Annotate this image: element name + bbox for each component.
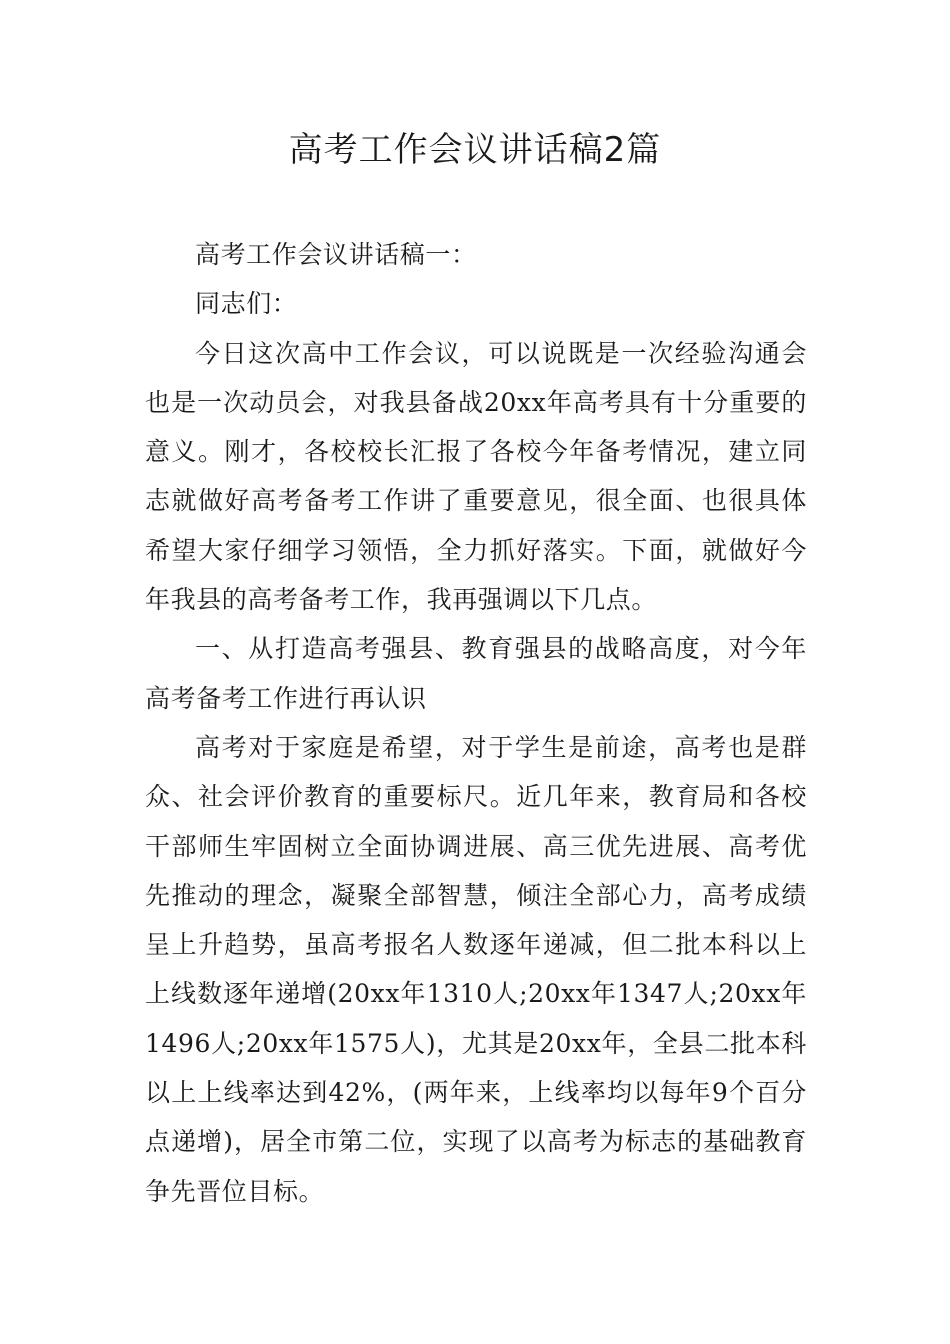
document-title: 高考工作会议讲话稿2篇	[288, 130, 662, 170]
paragraph-point-one-body: 高考对于家庭是希望，对于学生是前途，高考也是群众、社会评价教育的重要标尺。近几年来，教育局和各校干部师生牢固树立全面协调进展、高三优先进展、高考优先推动的理念，凝聚全部智慧，倾注全部心力，高考成绩呈上升趋势，虽高考报名人数逐年递减，但二批本科以上上线数逐年递增(20xx年1310人;20xx年1347人;20xx年1496人;20xx年1575人)，尤其是20xx年，全县二批本科以上上线率达到42%，(两年来，上线率均以每年9个百分点递增)，居全市第二位，实现了以高考为标志的基础教育争先晋位目标。	[145, 732, 807, 1206]
salutation: 同志们：	[195, 289, 298, 319]
section-heading-speech-one: 高考工作会议讲话稿一：	[195, 240, 477, 269]
paragraph-intro: 今日这次高中工作会议，可以说既是一次经验沟通会也是一次动员会，对我县备战20xx年高考具有十分重要的意义。刚才，各校校长汇报了各校今年备考情况，建立同志就做好高考备考工作讲了重要意见，很全面、也很具体希望大家仔细学习领悟，全力抓好落实。下面，就做好今年我县的高考备考工作，我再强调以下几点。	[145, 338, 807, 615]
paragraph-point-one-heading: 一、从打造高考强县、教育强县的战略高度，对今年高考备考工作进行再认识	[145, 634, 807, 713]
document-body	[145, 230, 807, 1216]
